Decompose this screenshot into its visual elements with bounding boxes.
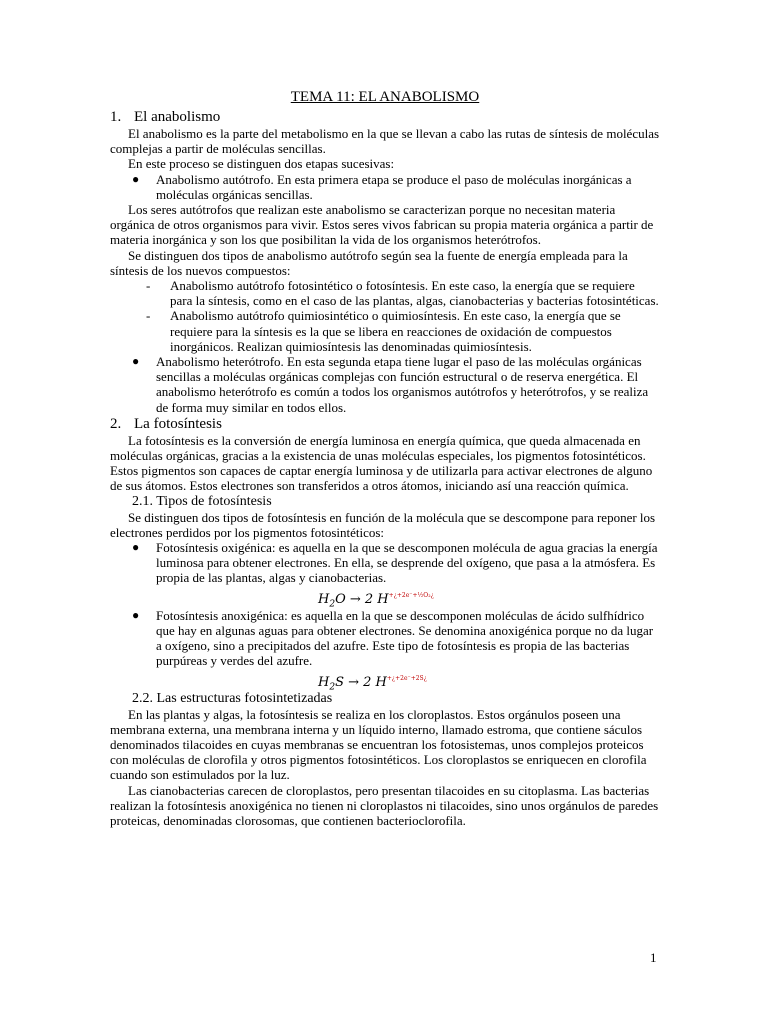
formula-molecule: H xyxy=(318,591,330,607)
bullet-item xyxy=(110,540,660,586)
bullet-text: Anabolismo autótrofo. En esta primera etapa se produce el paso de moléculas inorgánicas a moléculas orgánicas sencillas. xyxy=(156,171,632,202)
dash-item xyxy=(110,308,660,354)
paragraph: En las plantas y algas, la fotosíntesis se realiza en los cloroplastos. Estos orgánulos poseen una membrana externa, una membrana interna y un líquido interno, llamado estroma, que contiene sáculos denominados tilacoides en cuyas membranas se encuentran los fotosistemas, unos complejos proteicos con moléculas de clorofila y otros pigmentos fotosintéticos. Los cloroplastos se enriquecen en clorofila cuando son estimulados por la luz. xyxy=(110,706,647,783)
subsection-2-1-heading: 2.1. Tipos de fotosíntesis xyxy=(132,493,272,509)
paragraph: Se distinguen dos tipos de fotosíntesis en función de la molécula que se descompone para reponer los electrones perdidos por los pigmentos fotosintéticos: xyxy=(110,509,656,540)
bullet-text: Fotosíntesis anoxigénica: es aquella en la que se descomponen moléculas de ácido sulfhídrico que hay en algunas aguas para obtener electrones. Se denomina anoxigénica porque no da lugar a oxígeno, sino a precipitados del azufre. Este tipo de fotosíntesis es propia de las bacterias purpúreas y verdes del azufre. xyxy=(156,607,654,669)
dash-text: Anabolismo autótrofo quimiosintético o quimiosíntesis. En este caso, la energía que se requiere para la síntesis es la que se libera en reacciones de oxidación de compuestos inorgánicos. Realizan quimiosíntesis las denominadas quimiosíntesis. xyxy=(170,308,621,354)
paragraph: Los seres autótrofos que realizan este anabolismo se caracterizan porque no necesitan materia orgánica de otros organismos para vivir. Estos seres vivos fabrican su propia materia orgánica a partir de materia inorgánica y son los que posibilitan la vida de los organismos heterótrofos. xyxy=(110,202,654,248)
bullet-item xyxy=(110,608,660,669)
formula-subscript: 2 xyxy=(329,599,336,610)
bullet-text: Fotosíntesis oxigénica: es aquella en la que se descomponen molécula de agua gracias la energía luminosa para obtener electrones. En ella, se desprende del oxígeno, que pasa a la atmósfera. Es propia de las plantas, algas y cianobacterias. xyxy=(156,540,658,586)
dash-item xyxy=(110,278,660,308)
paragraph: Las cianobacterias carecen de cloroplastos, pero presentan tilacoides en su citoplasma. Las bacterias realizan la fotosíntesis anoxigénica no tienen ni cloroplastos ni tilacoides, sino unos orgánulos de paredes proteicas, denominadas clorosomas, que contienen bacterioclorofila. xyxy=(110,782,659,828)
bullet-item xyxy=(110,172,660,202)
paragraph: Se distinguen dos tipos de anabolismo autótrofo según sea la fuente de energía empleada para la síntesis de los nuevos compuestos: xyxy=(110,247,628,278)
formula-superscript: +¿+2e⁻+2S¿ xyxy=(386,674,427,682)
bullet-icon: ● xyxy=(132,607,140,622)
section-1-title: El anabolismo xyxy=(134,109,221,125)
formula-subscript: 2 xyxy=(329,682,336,693)
bullet-icon: ● xyxy=(132,171,140,186)
section-1-number: 1. xyxy=(110,109,122,125)
paragraph: En este proceso se distinguen dos etapas sucesivas: xyxy=(128,156,395,172)
page-title: TEMA 11: EL ANABOLISMO xyxy=(290,89,480,105)
document-body xyxy=(110,88,660,828)
formula-water-splitting xyxy=(110,587,660,610)
bullet-icon: ● xyxy=(132,354,140,369)
bullet-text: Anabolismo heterótrofo. En esta segunda etapa tiene lugar el paso de las moléculas orgánicas sencillas a moléculas orgánicas complejas con función estructural o de reserva energética. El anabolismo heterótrofo es común a todos los organismos autótrofos y heterótrofos, y se realiza de forma muy similar en todos ellos. xyxy=(156,354,649,415)
dash-icon: - xyxy=(146,278,151,294)
section-2-title: La fotosíntesis xyxy=(134,415,222,432)
page-number: 1 xyxy=(650,950,657,965)
formula-rest: S → 2 H xyxy=(335,674,387,690)
subsection-2-2-heading: 2.2. Las estructuras fotosintetizadas xyxy=(132,690,333,706)
formula-rest: O → 2 H xyxy=(335,591,389,607)
dash-icon: - xyxy=(146,308,151,324)
section-1-heading xyxy=(110,108,660,126)
bullet-icon: ● xyxy=(132,540,140,555)
paragraph: La fotosíntesis es la conversión de energía luminosa en energía química, que queda almacenada en moléculas orgánicas, gracias a la existencia de unas moléculas especiales, los pigmentos fotosintéticos. Estos pigmentos son capaces de captar energía luminosa y de utilizarla para activar electrones de alguno de sus átomos. Estos electrones son transferidos a otros átomos, iniciando así una reacción química. xyxy=(110,432,653,494)
formula-superscript: +¿+2e⁻+½O₂¿ xyxy=(388,591,434,599)
bullet-item xyxy=(110,354,660,415)
formula-h2s-splitting xyxy=(110,670,660,693)
section-2-heading xyxy=(110,415,660,433)
section-2-number: 2. xyxy=(110,415,122,432)
formula-molecule: H xyxy=(318,674,330,690)
paragraph: El anabolismo es la parte del metabolismo en la que se llevan a cabo las rutas de síntesis de moléculas complejas a partir de moléculas sencillas. xyxy=(110,126,660,157)
dash-text: Anabolismo autótrofo fotosintético o fotosíntesis. En este caso, la energía que se requiere para la síntesis, como en el caso de las plantas, algas, cianobacterias y bacterias fotosintéticas. xyxy=(170,278,659,309)
